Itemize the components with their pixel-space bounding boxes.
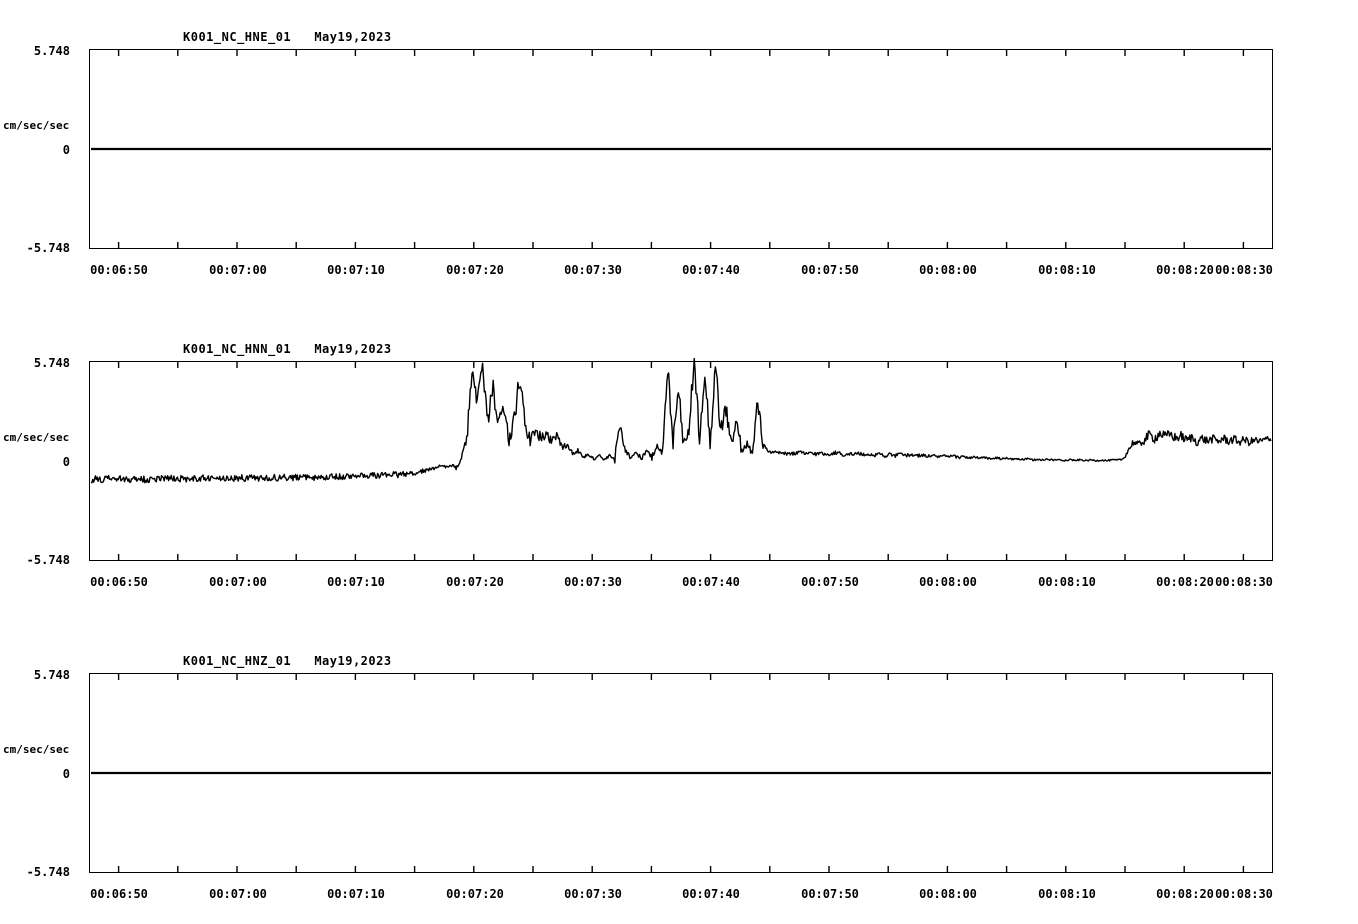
x-tick-hne-6: 00:07:50 [801, 263, 859, 277]
x-tick-hne-10: 00:08:30 [1215, 263, 1273, 277]
x-tick-hnn-9: 00:08:20 [1156, 575, 1214, 589]
x-tick-hne-9: 00:08:20 [1156, 263, 1214, 277]
x-tick-hne-2: 00:07:10 [327, 263, 385, 277]
x-tick-hnz-9: 00:08:20 [1156, 887, 1214, 901]
x-tick-hne-8: 00:08:10 [1038, 263, 1096, 277]
x-tick-hnz-1: 00:07:00 [209, 887, 267, 901]
x-tick-hnn-1: 00:07:00 [209, 575, 267, 589]
x-tick-hnz-4: 00:07:30 [564, 887, 622, 901]
x-tick-hnz-3: 00:07:20 [446, 887, 504, 901]
x-tick-hne-7: 00:08:00 [919, 263, 977, 277]
x-tick-hnn-0: 00:06:50 [90, 575, 148, 589]
x-tick-hne-3: 00:07:20 [446, 263, 504, 277]
y-axis-label-hne: cm/sec/sec [3, 119, 70, 132]
y-tick-bottom-hne: -5.748 [26, 241, 70, 255]
x-tick-hnz-10: 00:08:30 [1215, 887, 1273, 901]
y-tick-top-hnn: 5.748 [33, 356, 70, 370]
plot-title-hnz: K001_NC_HNZ_01 May19,2023 [183, 654, 392, 668]
x-tick-hnn-2: 00:07:10 [327, 575, 385, 589]
y-axis-label-hnz: cm/sec/sec [3, 743, 70, 756]
plot-ticks-hnz [89, 673, 1273, 873]
x-tick-hnn-8: 00:08:10 [1038, 575, 1096, 589]
x-tick-hnz-0: 00:06:50 [90, 887, 148, 901]
y-tick-mid-hnn: 0 [62, 455, 70, 469]
x-tick-hne-1: 00:07:00 [209, 263, 267, 277]
y-tick-top-hnz: 5.748 [33, 668, 70, 682]
x-tick-hnz-8: 00:08:10 [1038, 887, 1096, 901]
x-tick-hnz-7: 00:08:00 [919, 887, 977, 901]
y-tick-mid-hnz: 0 [62, 767, 70, 781]
panel-hne [0, 0, 1358, 290]
x-tick-hnz-5: 00:07:40 [682, 887, 740, 901]
y-tick-mid-hne: 0 [62, 143, 70, 157]
y-tick-top-hne: 5.748 [33, 44, 70, 58]
panel-hnz [0, 612, 1358, 912]
x-tick-hnn-5: 00:07:40 [682, 575, 740, 589]
x-tick-hnn-10: 00:08:30 [1215, 575, 1273, 589]
x-tick-hnn-7: 00:08:00 [919, 575, 977, 589]
plot-ticks-hnn [89, 361, 1273, 561]
trace-line-hnn [91, 359, 1271, 483]
x-tick-hnn-6: 00:07:50 [801, 575, 859, 589]
x-tick-hnz-2: 00:07:10 [327, 887, 385, 901]
y-tick-bottom-hnn: -5.748 [26, 553, 70, 567]
plot-title-hne: K001_NC_HNE_01 May19,2023 [183, 30, 392, 44]
plot-ticks-hne [89, 49, 1273, 249]
x-tick-hnn-4: 00:07:30 [564, 575, 622, 589]
x-tick-hnz-6: 00:07:50 [801, 887, 859, 901]
y-tick-bottom-hnz: -5.748 [26, 865, 70, 879]
panel-hnn [0, 306, 1358, 596]
x-tick-hne-4: 00:07:30 [564, 263, 622, 277]
x-tick-hne-5: 00:07:40 [682, 263, 740, 277]
x-tick-hne-0: 00:06:50 [90, 263, 148, 277]
x-tick-hnn-3: 00:07:20 [446, 575, 504, 589]
y-axis-label-hnn: cm/sec/sec [3, 431, 70, 444]
plot-title-hnn: K001_NC_HNN_01 May19,2023 [183, 342, 392, 356]
